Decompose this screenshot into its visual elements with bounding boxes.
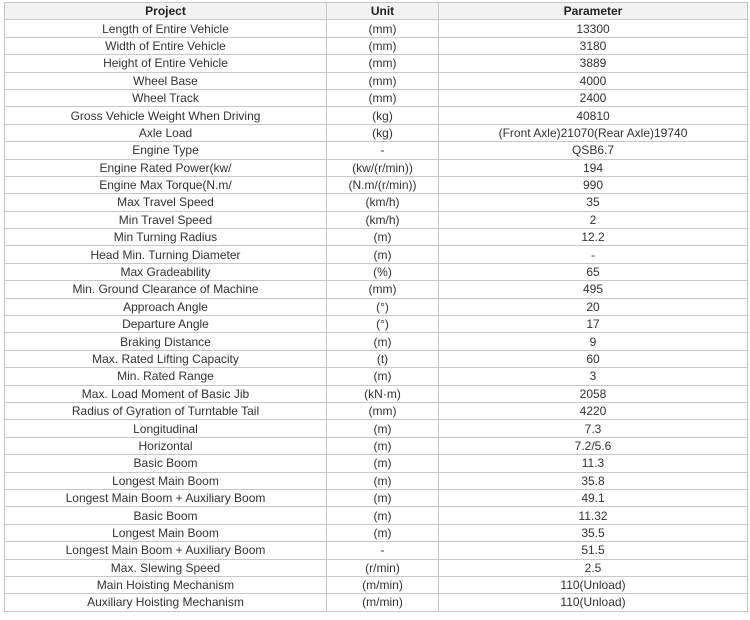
cell-project: Max Gradeability bbox=[5, 263, 327, 280]
table-row bbox=[5, 159, 748, 176]
cell-parameter: 2058 bbox=[439, 385, 748, 402]
cell-unit: (mm) bbox=[327, 402, 439, 419]
table-row bbox=[5, 281, 748, 298]
table-row bbox=[5, 20, 748, 37]
spec-table-body bbox=[5, 20, 748, 611]
table-row bbox=[5, 402, 748, 419]
table-row bbox=[5, 542, 748, 559]
cell-project: Wheel Track bbox=[5, 89, 327, 106]
table-row bbox=[5, 37, 748, 54]
cell-parameter: 17 bbox=[439, 316, 748, 333]
cell-unit: (%) bbox=[327, 263, 439, 280]
cell-parameter: - bbox=[439, 246, 748, 263]
cell-project: Basic Boom bbox=[5, 507, 327, 524]
cell-parameter: 11.32 bbox=[439, 507, 748, 524]
header-unit: Unit bbox=[327, 3, 439, 20]
table-row bbox=[5, 316, 748, 333]
cell-unit: (m) bbox=[327, 455, 439, 472]
header-row bbox=[5, 3, 748, 20]
cell-unit: (m) bbox=[327, 507, 439, 524]
table-row bbox=[5, 194, 748, 211]
cell-project: Axle Load bbox=[5, 124, 327, 141]
cell-parameter: 2 bbox=[439, 211, 748, 228]
cell-unit: (t) bbox=[327, 350, 439, 367]
cell-parameter: 35.5 bbox=[439, 524, 748, 541]
cell-unit: (m/min) bbox=[327, 576, 439, 593]
cell-project: Wheel Base bbox=[5, 72, 327, 89]
cell-project: Max. Slewing Speed bbox=[5, 559, 327, 576]
cell-parameter: 12.2 bbox=[439, 229, 748, 246]
cell-parameter: 49.1 bbox=[439, 489, 748, 506]
cell-project: Height of Entire Vehicle bbox=[5, 55, 327, 72]
cell-parameter: 60 bbox=[439, 350, 748, 367]
table-row bbox=[5, 246, 748, 263]
cell-project: Min Travel Speed bbox=[5, 211, 327, 228]
cell-unit: (N.m/(r/min)) bbox=[327, 176, 439, 193]
cell-parameter: QSB6.7 bbox=[439, 142, 748, 159]
cell-unit: (m) bbox=[327, 368, 439, 385]
cell-project: Horizontal bbox=[5, 437, 327, 454]
cell-parameter: (Front Axle)21070(Rear Axle)19740 bbox=[439, 124, 748, 141]
cell-parameter: 11.3 bbox=[439, 455, 748, 472]
table-row bbox=[5, 455, 748, 472]
cell-project: Length of Entire Vehicle bbox=[5, 20, 327, 37]
cell-unit: (m) bbox=[327, 437, 439, 454]
cell-unit: (mm) bbox=[327, 55, 439, 72]
cell-unit: (mm) bbox=[327, 20, 439, 37]
cell-unit: (km/h) bbox=[327, 211, 439, 228]
cell-unit: - bbox=[327, 542, 439, 559]
table-row bbox=[5, 211, 748, 228]
cell-project: Head Min. Turning Diameter bbox=[5, 246, 327, 263]
table-row bbox=[5, 594, 748, 611]
cell-unit: (m) bbox=[327, 246, 439, 263]
cell-parameter: 110(Unload) bbox=[439, 594, 748, 611]
cell-project: Max. Rated Lifting Capacity bbox=[5, 350, 327, 367]
cell-unit: (°) bbox=[327, 298, 439, 315]
cell-unit: (m) bbox=[327, 472, 439, 489]
table-row bbox=[5, 142, 748, 159]
cell-unit: (kw/(r/min)) bbox=[327, 159, 439, 176]
table-row bbox=[5, 263, 748, 280]
cell-unit: (kN·m) bbox=[327, 385, 439, 402]
cell-unit: - bbox=[327, 142, 439, 159]
header-parameter: Parameter bbox=[439, 3, 748, 20]
cell-parameter: 4000 bbox=[439, 72, 748, 89]
cell-parameter: 990 bbox=[439, 176, 748, 193]
cell-parameter: 7.2/5.6 bbox=[439, 437, 748, 454]
spec-table bbox=[4, 2, 748, 612]
cell-project: Gross Vehicle Weight When Driving bbox=[5, 107, 327, 124]
cell-project: Min. Rated Range bbox=[5, 368, 327, 385]
cell-parameter: 3 bbox=[439, 368, 748, 385]
cell-unit: (m) bbox=[327, 229, 439, 246]
cell-project: Engine Rated Power(kw/ bbox=[5, 159, 327, 176]
cell-unit: (mm) bbox=[327, 72, 439, 89]
table-row bbox=[5, 55, 748, 72]
cell-unit: (m/min) bbox=[327, 594, 439, 611]
table-row bbox=[5, 524, 748, 541]
cell-parameter: 9 bbox=[439, 333, 748, 350]
cell-parameter: 495 bbox=[439, 281, 748, 298]
cell-project: Max Travel Speed bbox=[5, 194, 327, 211]
table-row bbox=[5, 72, 748, 89]
cell-project: Min Turning Radius bbox=[5, 229, 327, 246]
cell-unit: (kg) bbox=[327, 124, 439, 141]
cell-unit: (mm) bbox=[327, 281, 439, 298]
cell-unit: (kg) bbox=[327, 107, 439, 124]
cell-project: Engine Type bbox=[5, 142, 327, 159]
table-row bbox=[5, 89, 748, 106]
cell-project: Longest Main Boom bbox=[5, 524, 327, 541]
cell-parameter: 35.8 bbox=[439, 472, 748, 489]
table-row bbox=[5, 176, 748, 193]
table-row bbox=[5, 507, 748, 524]
cell-project: Longitudinal bbox=[5, 420, 327, 437]
cell-project: Width of Entire Vehicle bbox=[5, 37, 327, 54]
cell-unit: (m) bbox=[327, 420, 439, 437]
cell-parameter: 51.5 bbox=[439, 542, 748, 559]
table-row bbox=[5, 124, 748, 141]
cell-unit: (r/min) bbox=[327, 559, 439, 576]
cell-parameter: 2.5 bbox=[439, 559, 748, 576]
cell-parameter: 194 bbox=[439, 159, 748, 176]
cell-parameter: 110(Unload) bbox=[439, 576, 748, 593]
cell-unit: (m) bbox=[327, 524, 439, 541]
table-row bbox=[5, 385, 748, 402]
cell-unit: (mm) bbox=[327, 89, 439, 106]
cell-unit: (km/h) bbox=[327, 194, 439, 211]
cell-project: Min. Ground Clearance of Machine bbox=[5, 281, 327, 298]
cell-project: Approach Angle bbox=[5, 298, 327, 315]
cell-parameter: 4220 bbox=[439, 402, 748, 419]
cell-parameter: 40810 bbox=[439, 107, 748, 124]
table-row bbox=[5, 107, 748, 124]
cell-project: Basic Boom bbox=[5, 455, 327, 472]
table-row bbox=[5, 472, 748, 489]
cell-project: Radius of Gyration of Turntable Tail bbox=[5, 402, 327, 419]
cell-parameter: 35 bbox=[439, 194, 748, 211]
cell-project: Braking Distance bbox=[5, 333, 327, 350]
cell-unit: (mm) bbox=[327, 37, 439, 54]
spec-table-header bbox=[5, 3, 748, 20]
cell-parameter: 3889 bbox=[439, 55, 748, 72]
cell-parameter: 20 bbox=[439, 298, 748, 315]
header-project: Project bbox=[5, 3, 327, 20]
cell-parameter: 3180 bbox=[439, 37, 748, 54]
cell-project: Longest Main Boom + Auxiliary Boom bbox=[5, 489, 327, 506]
cell-unit: (°) bbox=[327, 316, 439, 333]
table-row bbox=[5, 350, 748, 367]
cell-parameter: 13300 bbox=[439, 20, 748, 37]
table-row bbox=[5, 437, 748, 454]
cell-unit: (m) bbox=[327, 333, 439, 350]
table-row bbox=[5, 333, 748, 350]
table-row bbox=[5, 576, 748, 593]
cell-project: Main Hoisting Mechanism bbox=[5, 576, 327, 593]
table-row bbox=[5, 420, 748, 437]
cell-project: Engine Max Torque(N.m/ bbox=[5, 176, 327, 193]
cell-parameter: 7.3 bbox=[439, 420, 748, 437]
cell-project: Departure Angle bbox=[5, 316, 327, 333]
table-row bbox=[5, 229, 748, 246]
cell-unit: (m) bbox=[327, 489, 439, 506]
table-row bbox=[5, 559, 748, 576]
table-row bbox=[5, 368, 748, 385]
table-row bbox=[5, 489, 748, 506]
cell-project: Max. Load Moment of Basic Jib bbox=[5, 385, 327, 402]
cell-parameter: 65 bbox=[439, 263, 748, 280]
cell-project: Longest Main Boom + Auxiliary Boom bbox=[5, 542, 327, 559]
cell-project: Auxiliary Hoisting Mechanism bbox=[5, 594, 327, 611]
table-row bbox=[5, 298, 748, 315]
cell-parameter: 2400 bbox=[439, 89, 748, 106]
cell-project: Longest Main Boom bbox=[5, 472, 327, 489]
